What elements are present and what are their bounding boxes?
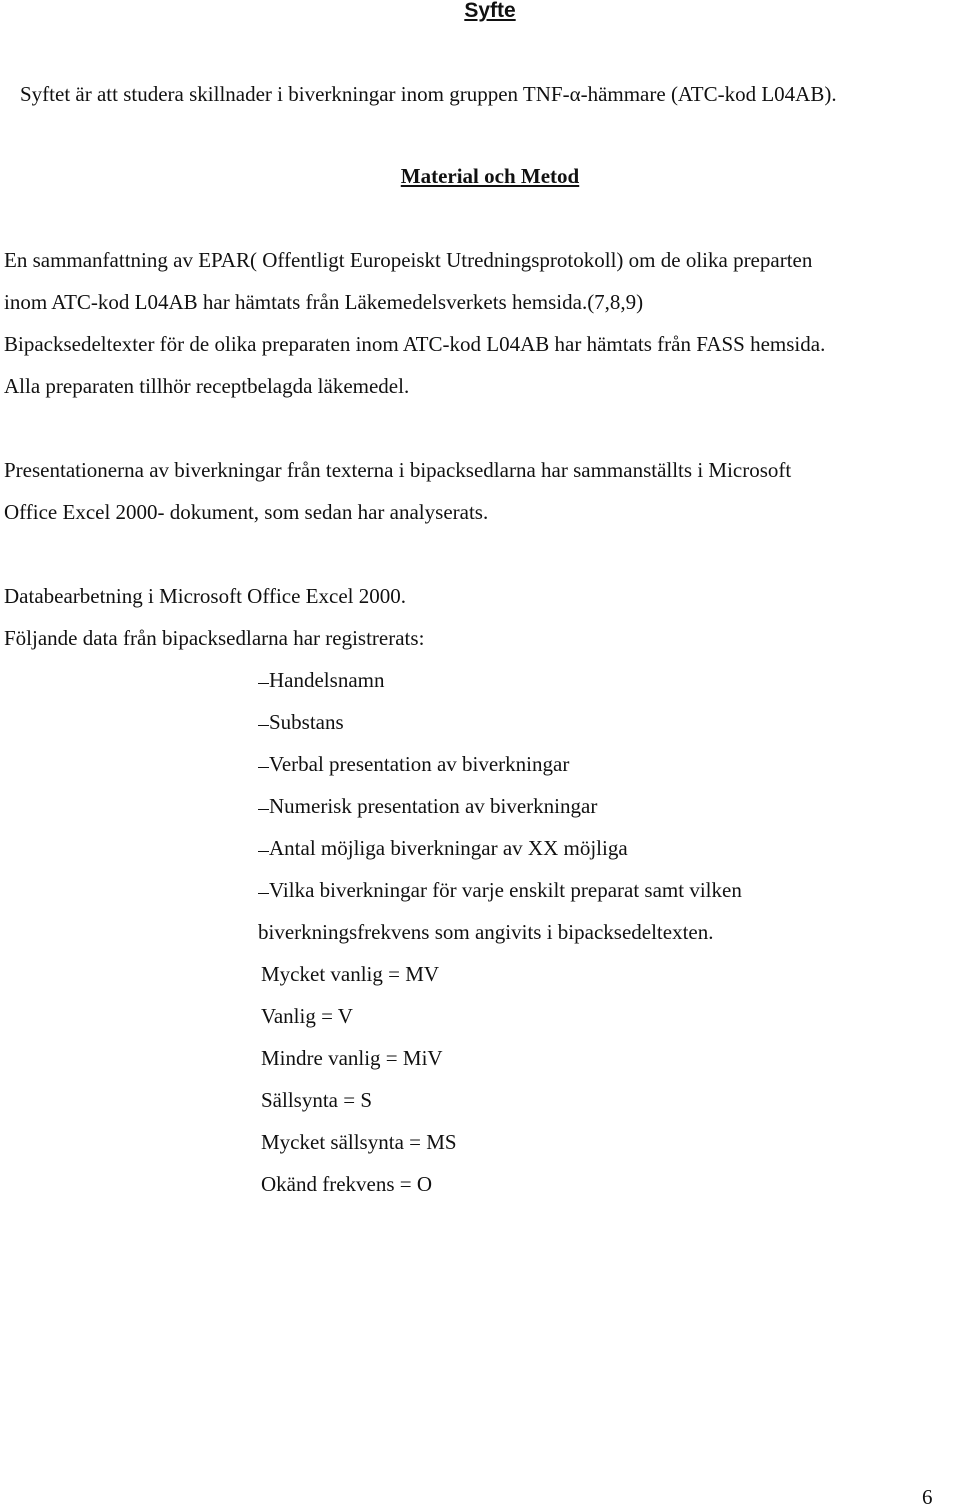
epar-line-2: inom ATC-kod L04AB har hämtats från Läkemedelsverkets hemsida.(7,8,9)	[4, 290, 644, 314]
frequency-code: Mycket vanlig = MV	[261, 962, 440, 986]
frequency-code: Mindre vanlig = MiV	[261, 1046, 443, 1070]
frequency-code: Mycket sällsynta = MS	[261, 1130, 457, 1154]
list-item-continuation: biverkningsfrekvens som angivits i bipacksedeltexten.	[258, 920, 714, 944]
frequency-code: Okänd frekvens = O	[261, 1172, 433, 1196]
frequency-code: Sällsynta = S	[261, 1088, 373, 1112]
list-item: Antal möjliga biverkningar av XX möjliga	[258, 838, 628, 859]
list-item: Handelsnamn	[258, 670, 384, 691]
list-item: Substans	[258, 712, 344, 733]
syfte-text: Syftet är att studera skillnader i biverkningar inom gruppen TNF-α-hämmare (ATC-kod L04AB).	[20, 82, 837, 106]
dash-bullet-icon	[258, 683, 269, 684]
epar-line-1: En sammanfattning av EPAR( Offentligt Europeiskt Utredningsprotokoll) om de olika preparten	[4, 248, 813, 272]
list-item: Verbal presentation av biverkningar	[258, 754, 569, 775]
dash-bullet-icon	[258, 725, 269, 726]
frequency-code: Vanlig = V	[261, 1004, 353, 1028]
dash-bullet-icon	[258, 809, 269, 810]
epar-line-4: Alla preparaten tillhör receptbelagda läkemedel.	[4, 374, 410, 398]
presentation-line-1: Presentationerna av biverkningar från texterna i bipacksedlarna har sammanställts i Microsoft	[4, 458, 792, 482]
heading-syfte: Syfte	[464, 0, 516, 22]
presentation-line-2: Office Excel 2000- dokument, som sedan har analyserats.	[4, 500, 489, 524]
epar-line-3: Bipacksedeltexter för de olika preparaten inom ATC-kod L04AB har hämtats från FASS hemsida.	[4, 332, 826, 356]
dash-bullet-icon	[258, 851, 269, 852]
heading-material-och-metod: Material och Metod	[400, 164, 580, 188]
dash-bullet-icon	[258, 767, 269, 768]
list-item: Vilka biverkningar för varje enskilt preparat samt vilken	[258, 880, 742, 901]
page-number: 6	[922, 1485, 933, 1509]
dash-bullet-icon	[258, 893, 269, 894]
list-item: Numerisk presentation av biverkningar	[258, 796, 597, 817]
registered-intro-line: Följande data från bipacksedlarna har registrerats:	[4, 626, 425, 650]
data-processing-line: Databearbetning i Microsoft Office Excel 2000.	[4, 584, 406, 608]
